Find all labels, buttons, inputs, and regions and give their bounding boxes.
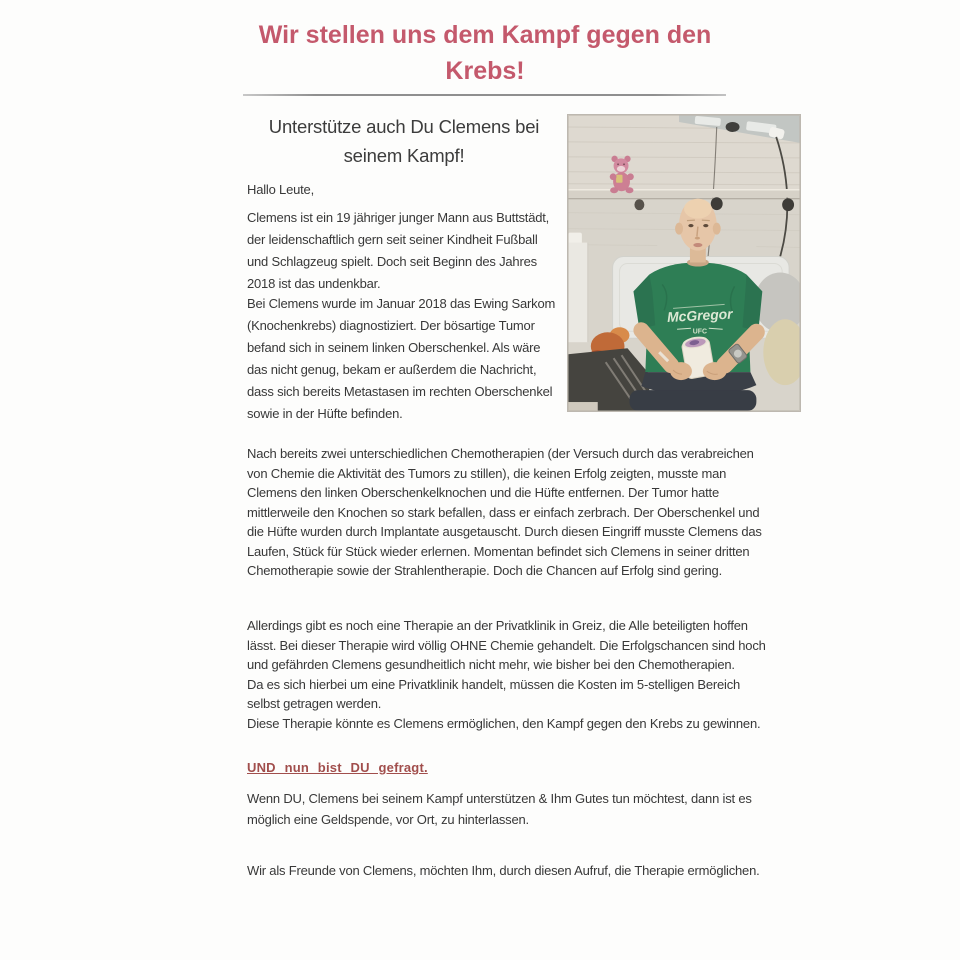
shirt-ufc-text: UFC bbox=[692, 328, 707, 336]
donation-paragraph: Wenn DU, Clemens bei seinem Kampf unterstützen & Ihm Gutes tun möchtest, dann ist es möglich eine Geldspende, vor Ort, zu hinterlassen. bbox=[247, 791, 752, 827]
plug-dark bbox=[726, 122, 740, 132]
greeting-text: Hallo Leute, bbox=[247, 182, 314, 197]
friends-paragraph: Wir als Freunde von Clemens, möchten Ihm, durch diesen Aufruf, die Therapie ermöglichen. bbox=[247, 863, 760, 878]
call-to-action: UND nun bist DU gefragt. bbox=[247, 760, 428, 775]
support-heading: Unterstütze auch Du Clemens bei seinem Kampf! bbox=[268, 116, 540, 166]
shirt-brand-text: McGregor bbox=[666, 305, 733, 326]
hospital-scene bbox=[568, 115, 800, 411]
hand bbox=[670, 362, 692, 380]
page-title: Wir stellen uns dem Kampf gegen den Krebs! bbox=[258, 21, 712, 85]
rail-bracket bbox=[782, 198, 794, 211]
rail-bracket bbox=[711, 197, 723, 210]
hand bbox=[703, 362, 727, 380]
intro-paragraph-2: Bei Clemens wurde im Januar 2018 das Ewing Sarkom (Knochenkrebs) diagnostiziert. Der bösartige Tumor befand sich in seinem linken Oberschenkel. Als wäre das nicht genug, bekam er außerdem die Nachricht, dass sich bereits Metastasen im rechten Oberschenkel sowie in der Hüfte befinden. bbox=[247, 296, 556, 421]
eye bbox=[703, 224, 708, 227]
eye bbox=[688, 224, 693, 227]
shelf-rail bbox=[568, 190, 800, 198]
intro-paragraph-1: Clemens ist ein 19 jähriger junger Mann aus Buttstädt, der leidenschaftlich gern seit seiner Kindheit Fußball und Schlagzeug spielt. Doch seit Beginn des Jahres 2018 ist das undenkbar. bbox=[247, 210, 550, 291]
lips bbox=[693, 243, 702, 247]
treatment-paragraph: Nach bereits zwei unterschiedlichen Chemotherapien (der Versuch durch das verabreichen von Chemie die Aktivität des Tumors zu stillen), die keinen Erfolg zeigten, musste man Clemens den linken Oberschenkelknochen und die Hüfte entfernen. Der Tumor hatte mittlerweile den Knochen so stark befallen, dass er einfach zerbrach. Der Oberschenkel und die Hüfte wurden durch Implantate ausgetauscht. Durch diesen Eingriff musste Clemens das Laufen, Stück für Stück wieder erlernen. Momentan befindet sich Clemens in seiner dritten Chemotherapie sowie der Strahlentherapie. Doch die Chancen auf Erfolg sind gering. bbox=[247, 446, 762, 578]
patient-photo bbox=[567, 114, 801, 412]
rail-bracket bbox=[634, 199, 644, 210]
title-divider bbox=[243, 94, 726, 96]
clinic-paragraph: Allerdings gibt es noch eine Therapie an der Privatklinik in Greiz, die Alle beteiligten hoffen lässt. Bei dieser Therapie wird völlig OHNE Chemie gehandelt. Die Erfolgschancen sind hoch und gefährden Clemens gesundheitlich nicht mehr, wie bisher bei den Chemotherapien. Da es sich hierbei um eine Privatklinik handelt, müssen die Kosten im 5-stelligen Bereich selbst getragen werden. Diese Therapie könnte es Clemens ermöglichen, den Kampf gegen den Krebs zu gewinnen. bbox=[247, 618, 766, 731]
